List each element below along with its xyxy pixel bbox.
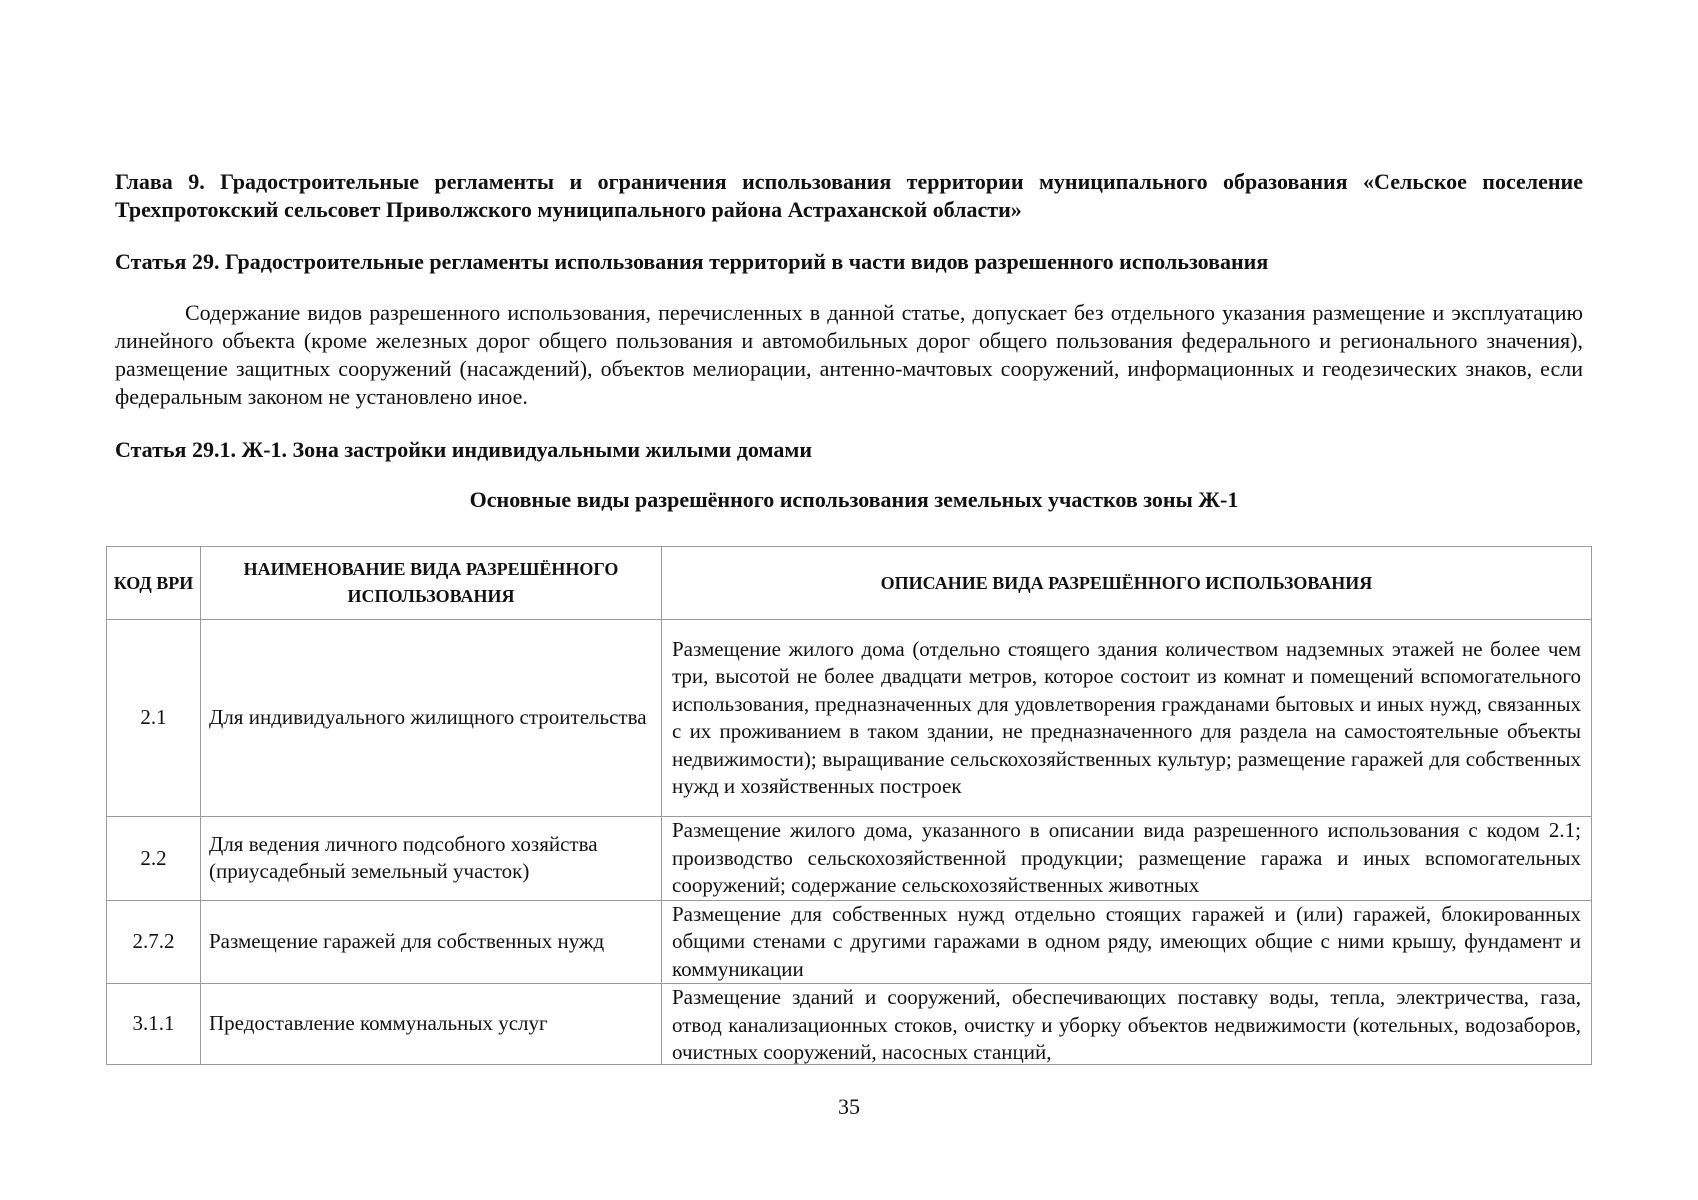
row-name: Предоставление коммунальных услуг <box>201 984 662 1065</box>
row-code: 2.2 <box>107 817 201 901</box>
row-name: Для ведения личного подсобного хозяйства (приусадебный земельный участок) <box>201 817 662 901</box>
row-name: Для индивидуального жилищного строительства <box>201 620 662 817</box>
row-code: 2.1 <box>107 620 201 817</box>
permitted-use-table <box>106 546 1592 1065</box>
table-row <box>107 620 1592 817</box>
header-name: НАИМЕНОВАНИЕ ВИДА РАЗРЕШЁННОГО ИСПОЛЬЗОВАНИЯ <box>201 547 662 620</box>
row-code: 2.7.2 <box>107 900 201 984</box>
article-29-1-heading: Статья 29.1. Ж-1. Зона застройки индивидуальными жилыми домами <box>115 437 813 462</box>
table-header-row <box>107 547 1592 620</box>
row-description: Размещение для собственных нужд отдельно стоящих гаражей и (или) гаражей, блокированных общими стенами с другими гаражами в одном ряду, имеющих общие с ними крышу, фундамент и коммуникации <box>662 900 1592 984</box>
chapter-heading: Глава 9. Градостроительные регламенты и ограничения использования территории муниципального образования «Сельское поселение Трехпротокский сельсовет Приволжского муниципального района Астраханской области» <box>115 169 1583 222</box>
table-title: Основные виды разрешённого использования земельных участков зоны Ж-1 <box>469 487 1239 512</box>
table-row <box>107 900 1592 984</box>
header-code: КОД ВРИ <box>107 547 201 620</box>
page-content <box>115 168 1583 514</box>
table-row <box>107 984 1592 1065</box>
row-description-cell <box>662 984 1592 1065</box>
article-29-heading: Статья 29. Градостроительные регламенты использования территорий в части видов разрешенного использования <box>115 249 1269 274</box>
row-description: Размещение зданий и сооружений, обеспечивающих поставку воды, тепла, электричества, газа, отвод канализационных стоков, очистку и уборку объектов недвижимости (котельных, водозаборов, очистных сооружений, насосных станций, <box>672 985 1581 1064</box>
row-description: Размещение жилого дома (отдельно стоящего здания количеством надземных этажей не более чем три, высотой не более двадцати метров, которое состоит из комнат и помещений вспомогательного использования, предназначенных для удовлетворения гражданами бытовых и иных нужд, связанных с их проживанием в таком здании, не предназначенного для раздела на самостоятельные объекты недвижимости); выращивание сельскохозяйственных культур; размещение гаражей для собственных нужд и хозяйственных построек <box>662 620 1592 817</box>
header-description: ОПИСАНИЕ ВИДА РАЗРЕШЁННОГО ИСПОЛЬЗОВАНИЯ <box>662 547 1592 620</box>
row-description: Размещение жилого дома, указанного в описании вида разрешенного использования с кодом 2.1; производство сельскохозяйственной продукции; размещение гаража и иных вспомогательных сооружений; содержание сельскохозяйственных животных <box>662 817 1592 901</box>
row-name: Размещение гаражей для собственных нужд <box>201 900 662 984</box>
article-29-paragraph: Содержание видов разрешенного использования, перечисленных в данной статье, допускает без отдельного указания размещение и эксплуатацию линейного объекта (кроме железных дорог общего пользования и автомобильных дорог общего пользования федерального и регионального значения), размещение защитных сооружений (насаждений), объектов мелиорации, антенно-мачтовых сооружений, информационных и геодезических знаков, если федеральным законом не установлено иное. <box>115 300 1583 409</box>
table-row <box>107 817 1592 901</box>
page-number: 35 <box>838 1094 860 1119</box>
row-code: 3.1.1 <box>107 984 201 1065</box>
